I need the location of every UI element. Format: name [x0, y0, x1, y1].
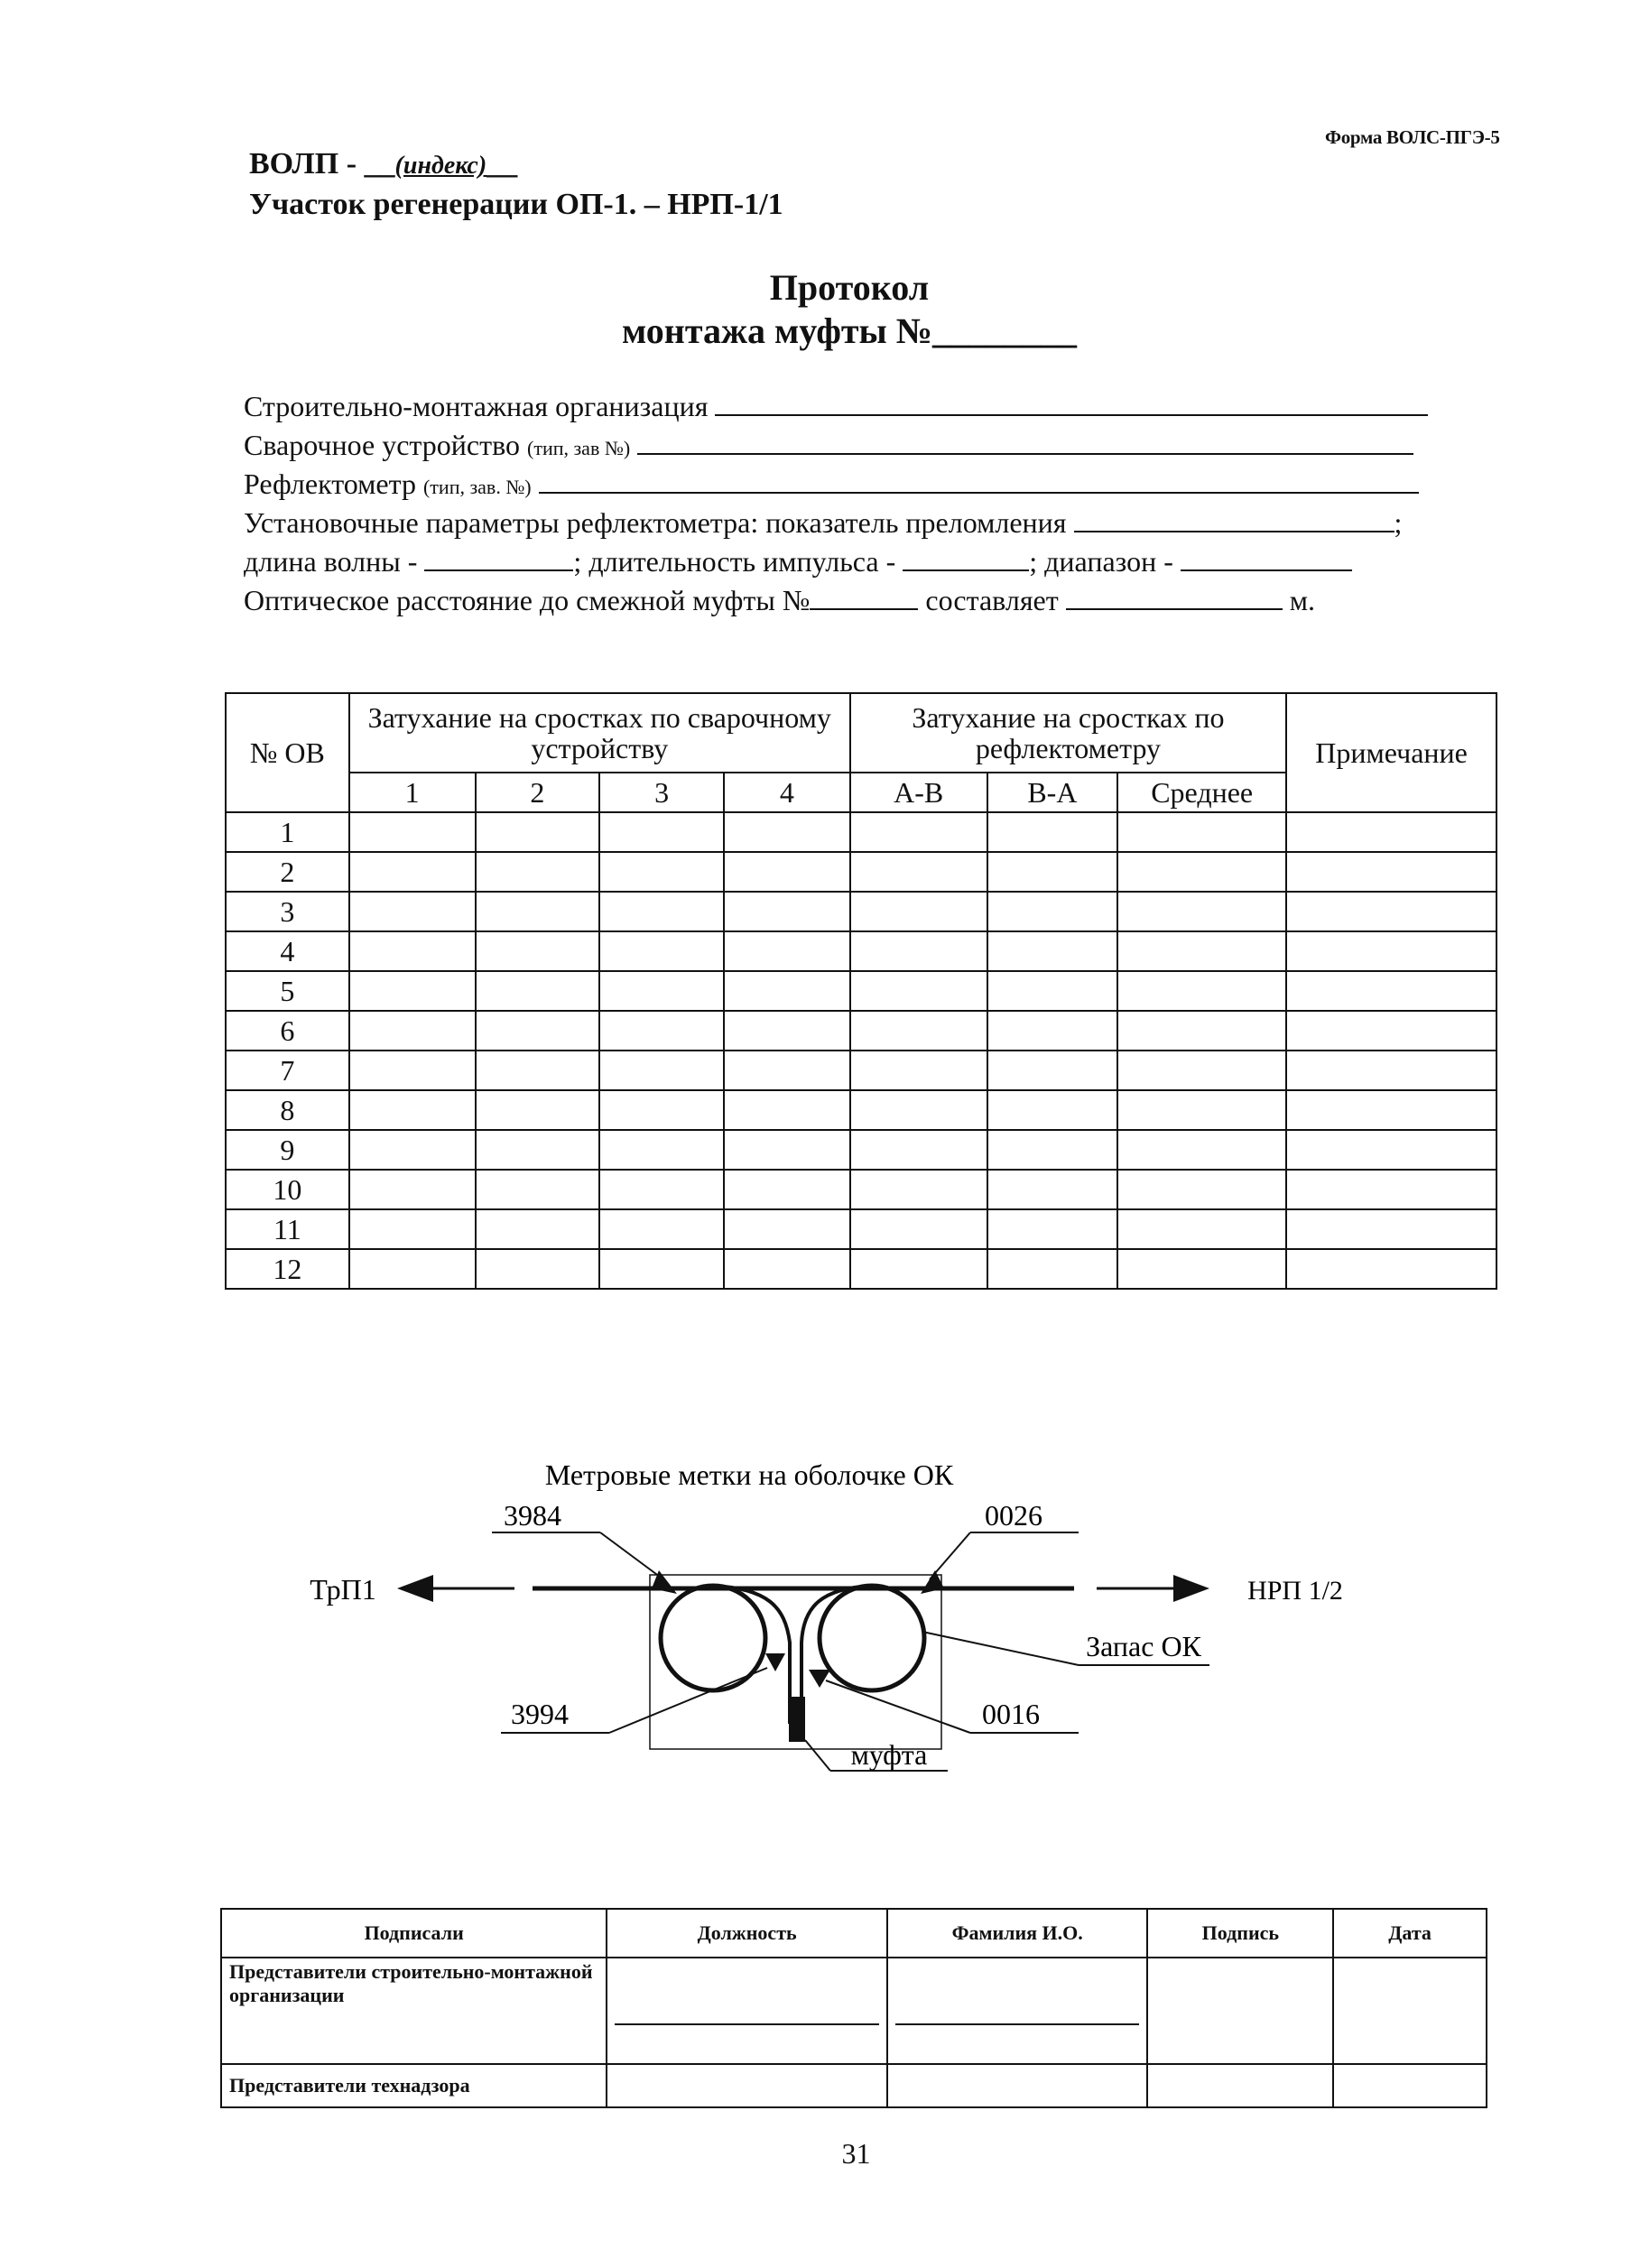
table-cell[interactable]	[850, 1249, 987, 1289]
table-cell[interactable]	[599, 1130, 724, 1170]
table-cell[interactable]	[987, 812, 1118, 852]
row-number: 4	[226, 931, 349, 971]
coupling-diagram	[298, 1453, 1381, 1805]
table-cell[interactable]	[724, 971, 850, 1011]
table-cell[interactable]	[850, 1130, 987, 1170]
table-row	[226, 931, 1496, 971]
sig-cell-position[interactable]	[607, 1958, 887, 2064]
sig-cell-position[interactable]	[607, 2064, 887, 2107]
table-cell[interactable]	[1117, 1170, 1286, 1209]
sub-col: 2	[476, 773, 600, 812]
coupling-body	[789, 1697, 805, 1742]
field-reflectometer-label: Рефлектометр	[244, 467, 416, 500]
arrow-left-icon	[397, 1575, 433, 1602]
field-params	[244, 506, 1402, 540]
table-cell[interactable]	[1117, 812, 1286, 852]
field-org-blank[interactable]	[715, 391, 1428, 416]
table-cell[interactable]	[1286, 1170, 1496, 1209]
line-prefix: ВОЛП - __	[249, 147, 395, 181]
table-cell[interactable]	[1117, 1011, 1286, 1051]
field-wave-label: длина волны -	[244, 545, 418, 578]
table-cell[interactable]	[599, 1249, 724, 1289]
table-cell[interactable]	[349, 1130, 476, 1170]
sig-cell-date[interactable]	[1333, 2064, 1487, 2107]
table-row	[226, 1209, 1496, 1249]
table-cell[interactable]	[349, 971, 476, 1011]
table-cell[interactable]	[1286, 852, 1496, 892]
table-cell[interactable]	[987, 1209, 1118, 1249]
fiber-lead-right	[801, 1586, 872, 1724]
table-row	[226, 1090, 1496, 1130]
right-end-label: НРП 1/2	[1247, 1576, 1343, 1606]
table-cell[interactable]	[724, 852, 850, 892]
field-wave	[244, 545, 1352, 579]
table-cell[interactable]	[1286, 1209, 1496, 1249]
coupling-pointer	[805, 1740, 830, 1771]
mark-bottom-right: 0016	[982, 1698, 1040, 1730]
table-cell[interactable]	[476, 971, 600, 1011]
table-cell[interactable]	[1286, 1051, 1496, 1090]
splice-loss-table	[225, 692, 1497, 1290]
table-cell[interactable]	[987, 931, 1118, 971]
sub-col: А-В	[850, 773, 987, 812]
table-cell[interactable]	[476, 892, 600, 931]
sig-col-signed: Подписали	[221, 1909, 607, 1958]
table-row	[226, 892, 1496, 931]
sig-cell-name[interactable]	[887, 1958, 1148, 2064]
table-cell[interactable]	[987, 1011, 1118, 1051]
table-cell[interactable]	[349, 1170, 476, 1209]
form-code: Форма ВОЛС-ПГЭ-5	[1325, 126, 1500, 148]
table-row	[226, 971, 1496, 1011]
arrow-right-icon	[1173, 1575, 1209, 1602]
field-index-blank[interactable]	[1074, 507, 1394, 532]
col-group-welder: Затухание на сростках по сварочному устройству	[349, 693, 850, 773]
table-cell[interactable]	[987, 1249, 1118, 1289]
field-reflectometer	[244, 467, 1419, 501]
field-org-label: Строительно-монтажная организация	[244, 390, 709, 422]
table-cell[interactable]	[599, 812, 724, 852]
table-cell[interactable]	[850, 852, 987, 892]
table-cell[interactable]	[724, 812, 850, 852]
field-welder-blank[interactable]	[637, 430, 1413, 455]
table-row	[226, 1249, 1496, 1289]
table-cell[interactable]	[1117, 1090, 1286, 1130]
table-cell[interactable]	[349, 892, 476, 931]
table-cell[interactable]	[476, 1011, 600, 1051]
mark-top-left-pointer	[600, 1532, 663, 1579]
field-params-label: Установочные параметры рефлектометра: показатель преломления	[244, 506, 1067, 539]
table-cell[interactable]	[724, 931, 850, 971]
sub-col: Среднее	[1117, 773, 1286, 812]
table-cell[interactable]	[987, 971, 1118, 1011]
line-header	[249, 147, 517, 181]
table-cell[interactable]	[987, 1051, 1118, 1090]
row-number: 11	[226, 1209, 349, 1249]
table-cell[interactable]	[599, 931, 724, 971]
table-cell[interactable]	[850, 931, 987, 971]
table-cell[interactable]	[724, 1130, 850, 1170]
table-cell[interactable]	[476, 1090, 600, 1130]
row-number: 9	[226, 1130, 349, 1170]
field-pulse-label: ; длительность импульса -	[573, 545, 896, 578]
table-cell[interactable]	[1286, 1011, 1496, 1051]
table-cell[interactable]	[987, 892, 1118, 931]
col-group-reflectometer: Затухание на сростках по рефлектометру	[850, 693, 1286, 773]
table-cell[interactable]	[850, 1090, 987, 1130]
diagram-caption: Метровые метки на оболочке ОК	[544, 1458, 954, 1491]
table-cell[interactable]	[599, 892, 724, 931]
table-cell[interactable]	[1286, 931, 1496, 971]
table-cell[interactable]	[1286, 971, 1496, 1011]
field-reflectometer-blank[interactable]	[539, 468, 1419, 494]
table-cell[interactable]	[1117, 852, 1286, 892]
table-cell[interactable]	[724, 1249, 850, 1289]
field-distance-blank[interactable]	[1066, 585, 1283, 610]
table-cell[interactable]	[1117, 1051, 1286, 1090]
field-distance-label: Оптическое расстояние до смежной муфты №	[244, 584, 811, 616]
table-cell[interactable]	[476, 1130, 600, 1170]
table-cell[interactable]	[1286, 1130, 1496, 1170]
table-cell[interactable]	[1286, 892, 1496, 931]
field-amounts-label: составляет	[925, 584, 1059, 616]
row-number: 2	[226, 852, 349, 892]
field-reflectometer-note: (тип, зав. №)	[422, 476, 532, 498]
table-cell[interactable]	[1117, 1130, 1286, 1170]
table-cell[interactable]	[1117, 1209, 1286, 1249]
field-distance	[244, 584, 1315, 617]
table-cell[interactable]	[349, 852, 476, 892]
table-cell[interactable]	[850, 1170, 987, 1209]
table-cell[interactable]	[476, 1209, 600, 1249]
table-cell[interactable]	[850, 812, 987, 852]
table-cell[interactable]	[599, 1090, 724, 1130]
table-cell[interactable]	[1286, 1249, 1496, 1289]
table-body	[226, 812, 1496, 1289]
table-cell[interactable]	[1117, 931, 1286, 971]
page-title: Протокол	[769, 267, 930, 308]
field-wave-blank[interactable]	[424, 546, 573, 571]
table-cell[interactable]	[724, 1051, 850, 1090]
sig-cell-date[interactable]	[1333, 1958, 1487, 2064]
sig-cell-name[interactable]	[887, 2064, 1148, 2107]
page-subtitle: монтажа муфты №________	[622, 310, 1077, 351]
cable-coil-right	[820, 1586, 924, 1690]
mark-bottom-left: 3994	[511, 1698, 569, 1730]
table-cell[interactable]	[476, 812, 600, 852]
sub-col: 1	[349, 773, 476, 812]
table-cell[interactable]	[476, 1051, 600, 1090]
index-label: (индекс)	[394, 152, 487, 180]
table-cell[interactable]	[724, 1209, 850, 1249]
table-cell[interactable]	[599, 1170, 724, 1209]
table-row	[226, 812, 1496, 852]
left-end-label: ТрП1	[310, 1573, 376, 1606]
table-cell[interactable]	[1117, 971, 1286, 1011]
table-cell[interactable]	[987, 1170, 1118, 1209]
table-cell[interactable]	[850, 1051, 987, 1090]
sig-col-position: Должность	[607, 1909, 887, 1958]
table-cell[interactable]	[987, 1090, 1118, 1130]
row-number: 7	[226, 1051, 349, 1090]
marker-triangle-icon	[765, 1653, 785, 1671]
row-number: 6	[226, 1011, 349, 1051]
table-cell[interactable]	[850, 1209, 987, 1249]
row-number: 8	[226, 1090, 349, 1130]
table-cell[interactable]	[724, 892, 850, 931]
row-number: 1	[226, 812, 349, 852]
table-cell[interactable]	[599, 1011, 724, 1051]
table-cell[interactable]	[349, 812, 476, 852]
row-number: 5	[226, 971, 349, 1011]
table-cell[interactable]	[1286, 812, 1496, 852]
mark-bottom-right-pointer	[826, 1680, 970, 1733]
sub-col: 3	[599, 773, 724, 812]
section-header: Участок регенерации ОП-1. – НРП-1/1	[249, 188, 783, 221]
table-cell[interactable]	[349, 1051, 476, 1090]
marker-triangle-icon	[809, 1670, 830, 1688]
table-cell[interactable]	[349, 931, 476, 971]
mark-bottom-left-pointer	[609, 1668, 767, 1733]
table-cell[interactable]	[724, 1011, 850, 1051]
table-cell[interactable]	[724, 1090, 850, 1130]
reserve-pointer	[922, 1632, 1079, 1665]
table-cell[interactable]	[987, 852, 1118, 892]
field-welder	[244, 429, 1413, 462]
reserve-label: Запас ОК	[1086, 1630, 1201, 1662]
table-cell[interactable]	[476, 852, 600, 892]
sub-col: 4	[724, 773, 850, 812]
table-cell[interactable]	[599, 971, 724, 1011]
table-cell[interactable]	[599, 1051, 724, 1090]
table-cell[interactable]	[987, 1130, 1118, 1170]
sig-col-name: Фамилия И.О.	[887, 1909, 1148, 1958]
table-row	[226, 1130, 1496, 1170]
sig-cell-signature[interactable]	[1147, 2064, 1333, 2107]
coupling-label: муфта	[850, 1738, 928, 1771]
table-cell[interactable]	[599, 1209, 724, 1249]
field-welder-note: (тип, зав №)	[527, 437, 631, 459]
col-note: Примечание	[1286, 693, 1496, 812]
sig-row-supervision: Представители технадзора	[221, 2064, 607, 2107]
row-number: 3	[226, 892, 349, 931]
row-number: 10	[226, 1170, 349, 1209]
sig-col-signature: Подпись	[1147, 1909, 1333, 1958]
field-unit: м.	[1289, 584, 1315, 616]
field-range-label: ; диапазон -	[1029, 545, 1173, 578]
sig-row-contractor: Представители строительно-монтажной организации	[221, 1958, 607, 2064]
field-params-semicolon: ;	[1394, 506, 1403, 539]
table-cell[interactable]	[349, 1249, 476, 1289]
table-cell[interactable]	[724, 1170, 850, 1209]
table-cell[interactable]	[1286, 1090, 1496, 1130]
table-row	[226, 1011, 1496, 1051]
table-row	[226, 852, 1496, 892]
table-cell[interactable]	[476, 931, 600, 971]
table-cell[interactable]	[850, 971, 987, 1011]
table-cell[interactable]	[349, 1011, 476, 1051]
signatures-table	[220, 1908, 1487, 2108]
mark-top-right: 0026	[985, 1499, 1042, 1532]
table-row	[226, 1051, 1496, 1090]
table-cell[interactable]	[850, 892, 987, 931]
table-cell[interactable]	[476, 1170, 600, 1209]
table-cell[interactable]	[850, 1011, 987, 1051]
sig-col-date: Дата	[1333, 1909, 1487, 1958]
sub-col: В-А	[987, 773, 1118, 812]
mark-top-left: 3984	[504, 1499, 561, 1532]
field-range-blank[interactable]	[1181, 546, 1352, 571]
table-cell[interactable]	[476, 1249, 600, 1289]
row-number: 12	[226, 1249, 349, 1289]
table-cell[interactable]	[1117, 1249, 1286, 1289]
table-row	[226, 1170, 1496, 1209]
sig-cell-signature[interactable]	[1147, 1958, 1333, 2064]
table-cell[interactable]	[1117, 892, 1286, 931]
field-coupling-no-blank[interactable]	[810, 585, 918, 610]
field-welder-label: Сварочное устройство	[244, 429, 520, 461]
table-cell[interactable]	[349, 1209, 476, 1249]
page-number: 31	[841, 2137, 871, 2170]
field-org	[244, 390, 1428, 423]
field-pulse-blank[interactable]	[903, 546, 1029, 571]
line-suffix: __	[486, 147, 518, 181]
table-cell[interactable]	[349, 1090, 476, 1130]
table-cell[interactable]	[599, 852, 724, 892]
col-fiber-no: № ОВ	[226, 693, 349, 812]
